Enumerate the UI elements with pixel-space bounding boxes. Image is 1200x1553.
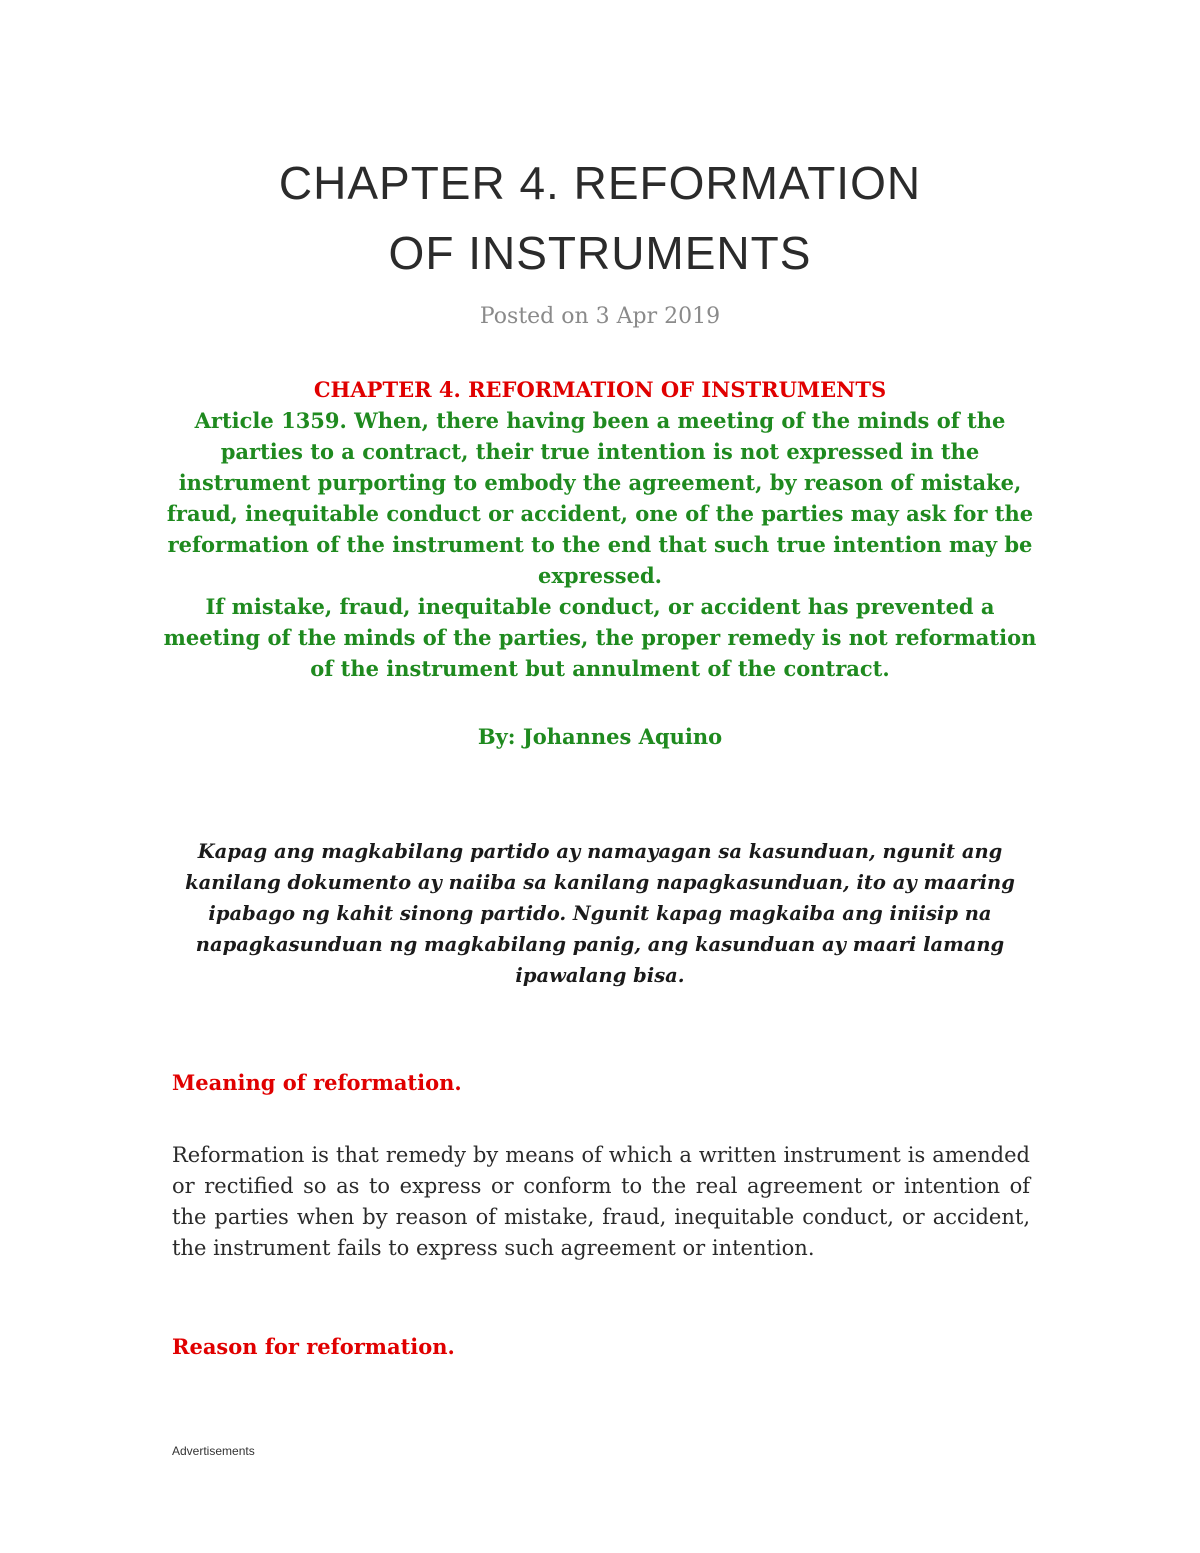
article-block (160, 374, 1040, 684)
meaning-heading: Meaning of reformation. (172, 1070, 462, 1095)
posted-date: Posted on 3 Apr 2019 (479, 304, 721, 329)
post-title-line-2: OF INSTRUMENTS (388, 227, 812, 279)
reason-heading: Reason for reformation. (172, 1334, 455, 1359)
post-title-line-1: CHAPTER 4. REFORMATION (278, 157, 922, 209)
author-byline: By: Johannes Aquino (477, 724, 723, 749)
post-title (150, 148, 1050, 288)
meaning-body: Reformation is that remedy by means of which a written instrument is amended or rectified so as to express or conform to the real agreement or intention of the parties when by reason of mistake, fraud, inequitable conduct, or accident, the instrument fails to express such agreement or intention. (172, 1143, 1030, 1260)
article-paragraph-1: Article 1359. When, there having been a meeting of the minds of the parties to a contract, their true intention is not expressed in the instrument purporting to embody the agreement, by reason of mistake, fraud, inequitable conduct or accident, one of the parties may ask for the reformation of the instrument to the end that such true intention may be expressed. (166, 408, 1034, 588)
advertisements-label: Advertisements (172, 1444, 255, 1458)
article-paragraph-2: If mistake, fraud, inequitable conduct, or accident has prevented a meeting of the minds of the parties, the proper remedy is not reformation of the instrument but annulment of the contract. (163, 594, 1037, 681)
chapter-heading: CHAPTER 4. REFORMATION OF INSTRUMENTS (313, 377, 887, 402)
tagalog-translation: Kapag ang magkabilang partido ay namayagan sa kasunduan, ngunit ang kanilang dokumento ay naiiba sa kanilang napagkasunduan, ito ay maaring ipabago ng kahit sinong partido. Ngunit kapag magkaiba ang iniisip na napagkasunduan ng magkabilang panig, ang kasunduan ay maari lamang ipawalang bisa. (185, 840, 1015, 987)
